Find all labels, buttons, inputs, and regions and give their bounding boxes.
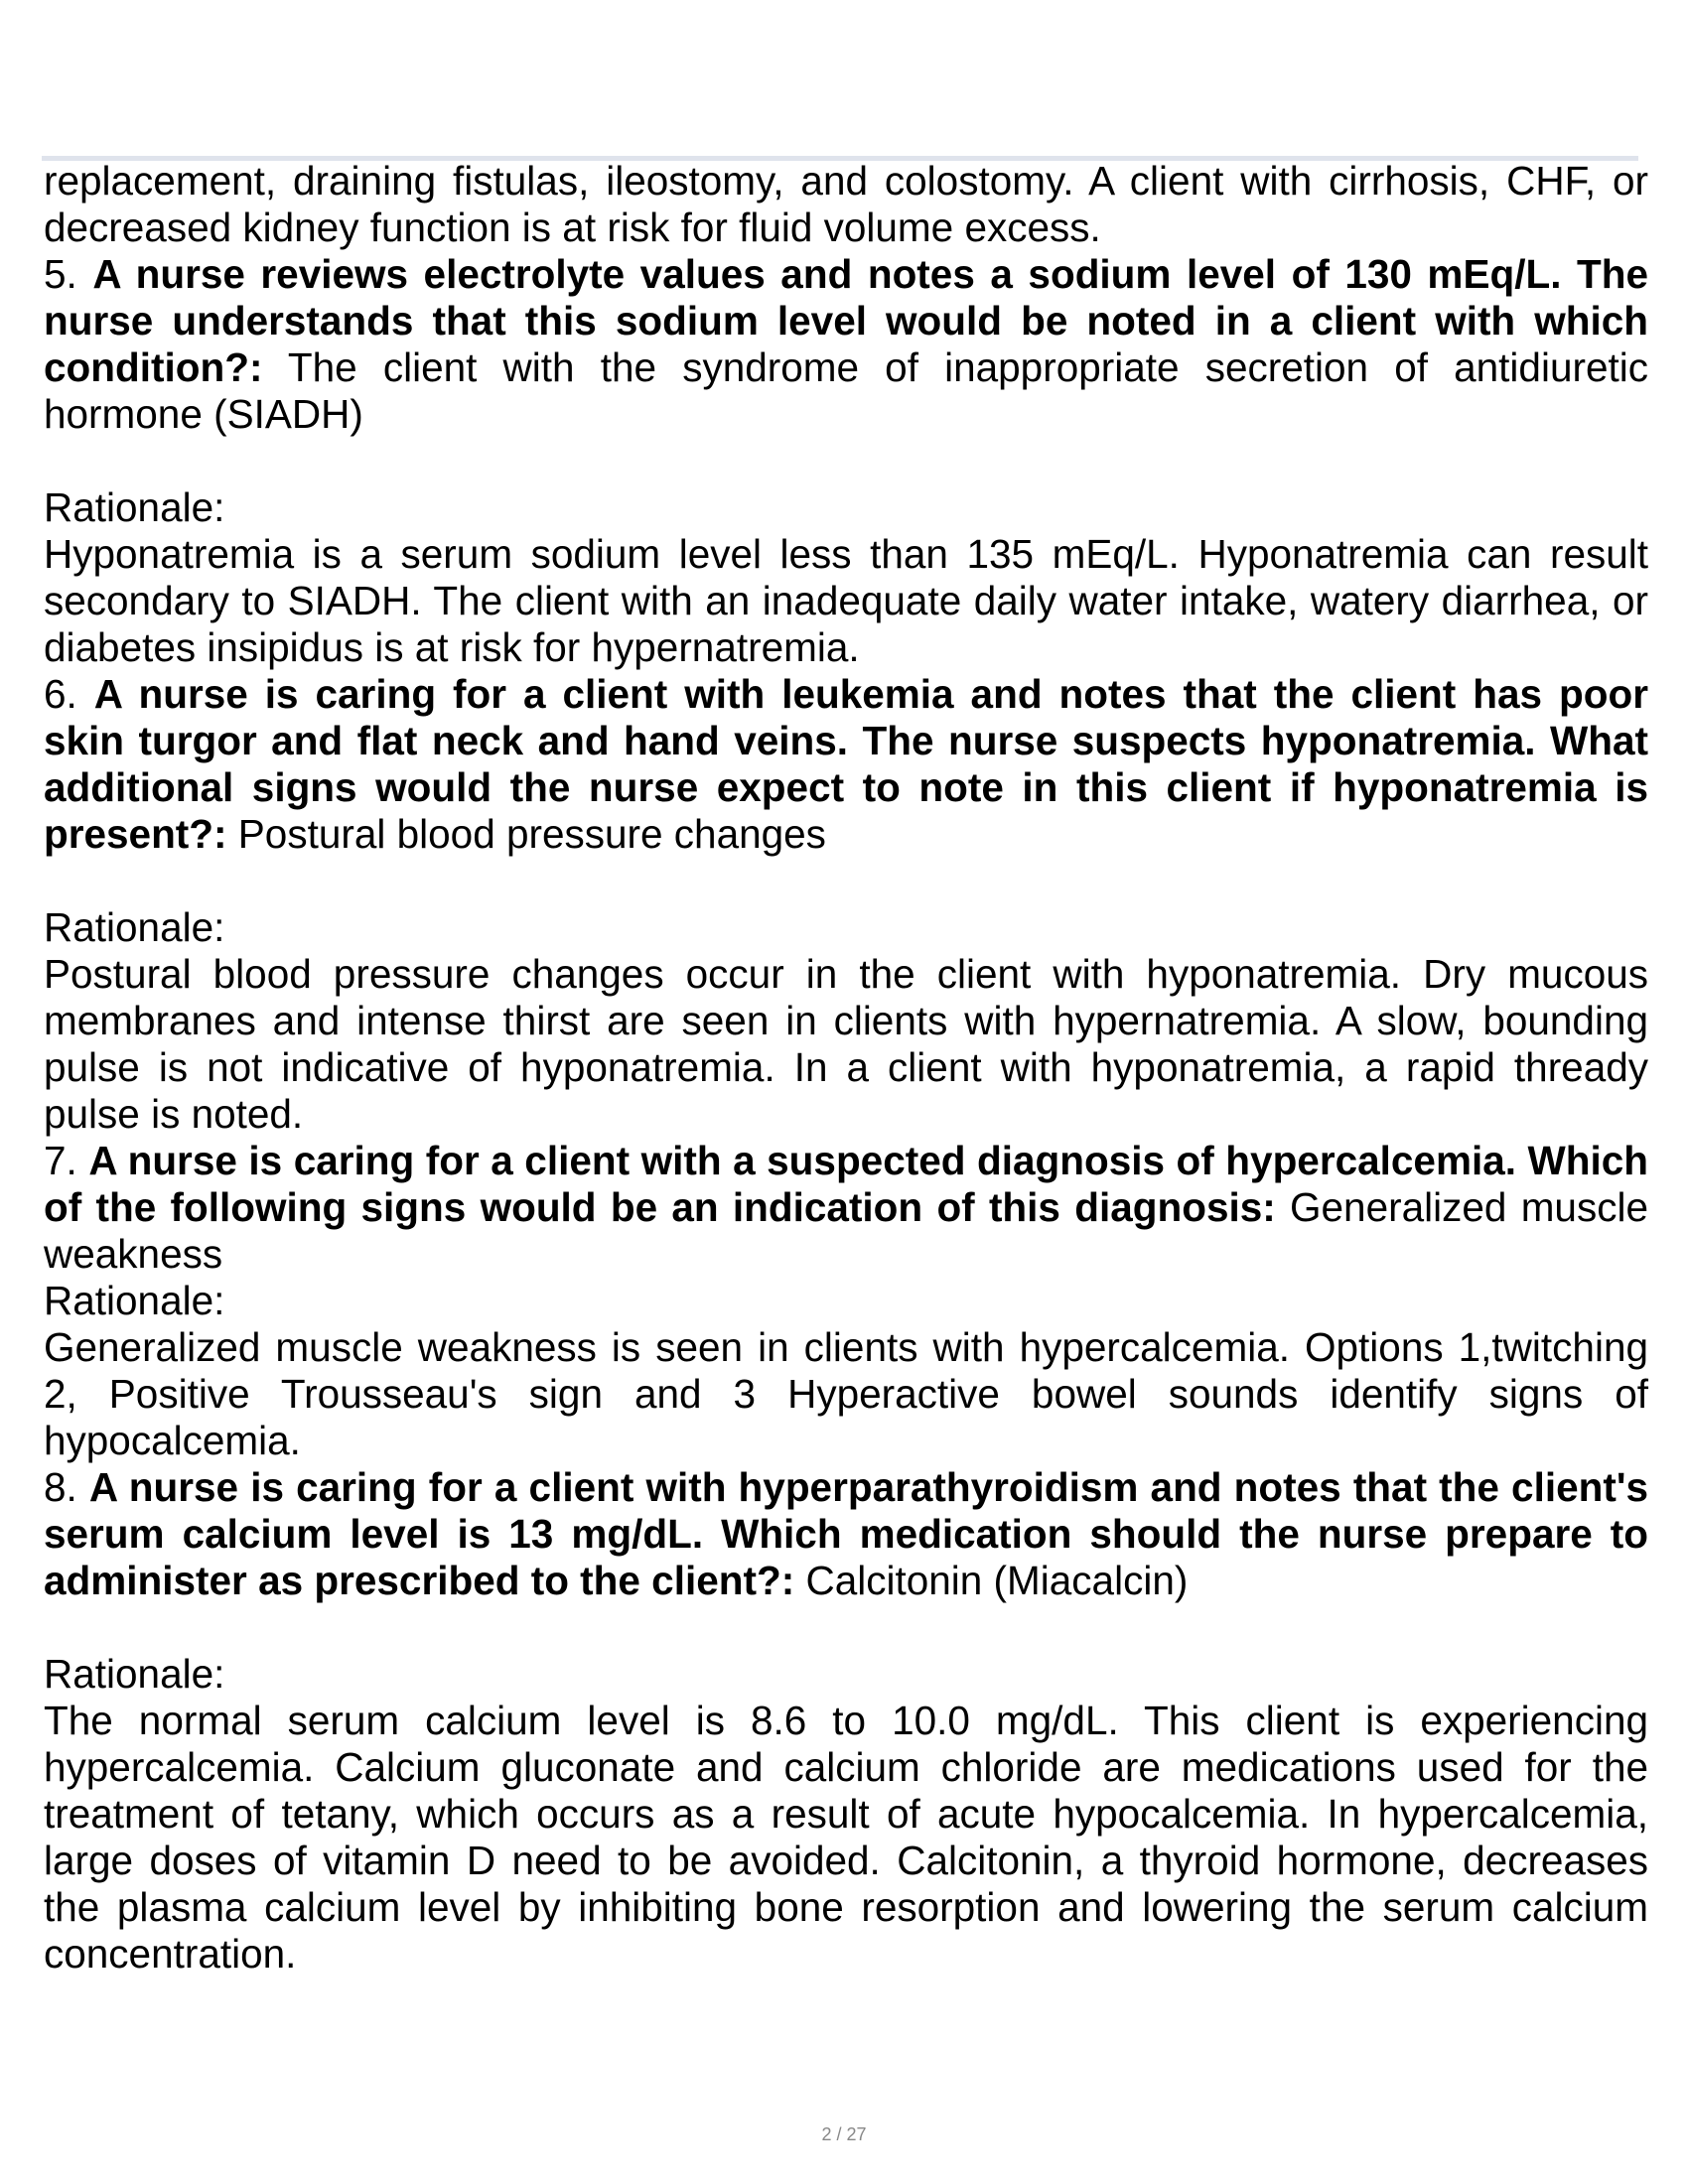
rationale-text: Postural blood pressure changes occur in the client with hyponatremia. Dry mucous membranes and intense thirst are seen in clients with hypernatremia. A slow, bounding pulse is not indicative of hyponatremia. In a client with hyponatremia, a rapid thready pulse is noted. <box>44 951 1648 1137</box>
question-number: 5. <box>44 251 77 297</box>
rationale-text: The normal serum calcium level is 8.6 to 10.0 mg/dL. This client is experiencing hypercalcemia. Calcium gluconate and calcium chloride are medications used for the treatment of tetany, which occurs as a result of acute hypocalcemia. In hypercalcemia, large doses of vitamin D need to be avoided. Calcitonin, a thyroid hormone, decreases the plasma calcium level by inhibiting bone resorption and lowering the serum calcium concentration. <box>44 1698 1648 1977</box>
page-number: 2 / 27 <box>821 2124 867 2144</box>
question-number: 8. <box>44 1464 77 1510</box>
question-number: 6. <box>44 671 77 717</box>
question-item <box>44 1138 1648 1278</box>
rationale-label: Rationale: <box>44 484 225 530</box>
question-text: A nurse is caring for a client with a suspected diagnosis of hypercalcemia. Which of the following signs would be an indication of this diagnosis: <box>44 1138 1648 1230</box>
question-number: 7. <box>44 1138 77 1183</box>
rationale-label: Rationale: <box>44 1278 225 1323</box>
page-content <box>44 158 1648 1978</box>
continuation-text: replacement, draining fistulas, ileostomy, and colostomy. A client with cirrhosis, CHF, or decreased kidney function is at risk for fluid volume excess. <box>44 158 1648 250</box>
rationale-label: Rationale: <box>44 904 225 950</box>
rationale-text: Hyponatremia is a serum sodium level less than 135 mEq/L. Hyponatremia can result secondary to SIADH. The client with an inadequate daily water intake, watery diarrhea, or diabetes insipidus is at risk for hypernatremia. <box>44 531 1648 670</box>
answer-text: The client with the syndrome of inappropriate secretion of antidiuretic hormone (SIADH) <box>44 344 1648 437</box>
answer-text: Calcitonin (Miacalcin) <box>805 1558 1189 1603</box>
answer-text: Postural blood pressure changes <box>237 811 826 857</box>
question-text: A nurse is caring for a client with leukemia and notes that the client has poor skin turgor and flat neck and hand veins. The nurse suspects hyponatremia. What additional signs would the nurse expect to note in this client if hyponatremia is present?: <box>44 671 1648 857</box>
rationale-label: Rationale: <box>44 1651 225 1697</box>
question-item <box>44 671 1648 858</box>
question-text: A nurse reviews electrolyte values and notes a sodium level of 130 mEq/L. The nurse understands that this sodium level would be noted in a client with which condition?: <box>44 251 1648 390</box>
rationale-text: Generalized muscle weakness is seen in clients with hypercalcemia. Options 1,twitching 2, Positive Trousseau's sign and 3 Hyperactive bowel sounds identify signs of hypocalcemia. <box>44 1324 1648 1463</box>
question-item <box>44 251 1648 438</box>
question-text: A nurse is caring for a client with hyperparathyroidism and notes that the client's serum calcium level is 13 mg/dL. Which medication should the nurse prepare to administer as prescribed to the client?: <box>44 1464 1648 1603</box>
question-item <box>44 1464 1648 1604</box>
answer-text: Generalized muscle weakness <box>44 1184 1648 1277</box>
